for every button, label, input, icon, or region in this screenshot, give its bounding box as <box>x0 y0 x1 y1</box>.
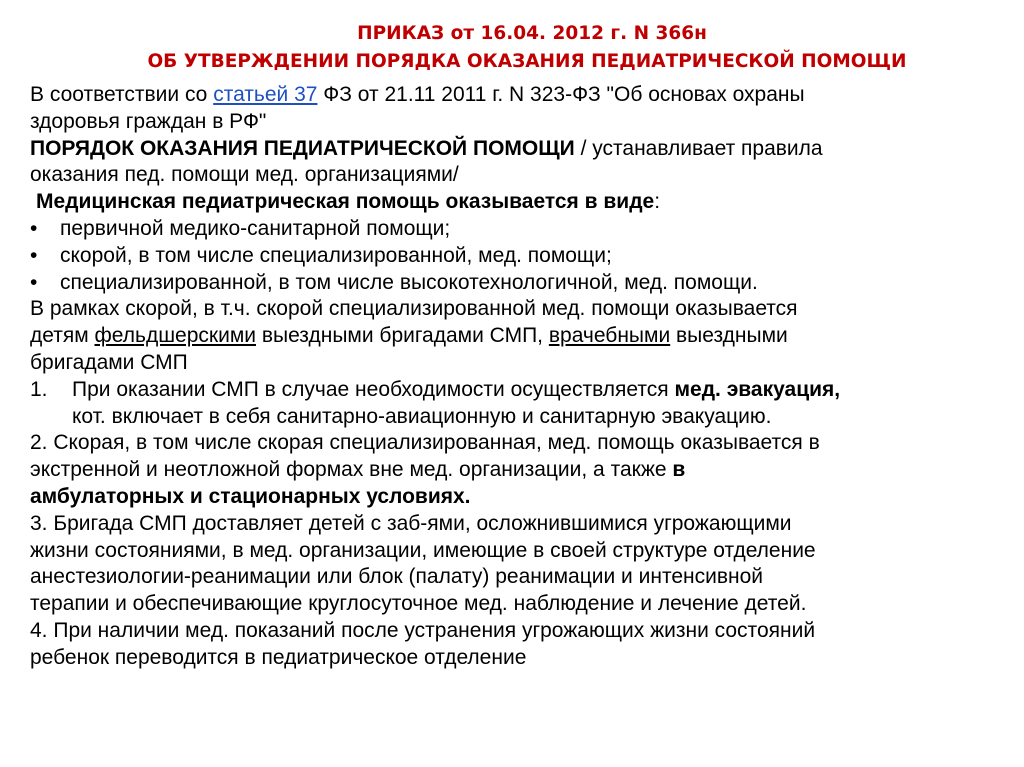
bullet-icon: • <box>30 216 38 240</box>
point-4-line-1: 4. При наличии мед. показаний после устранения угрожающих жизни состояний <box>30 618 816 642</box>
point-3-line-1: 3. Бригада СМП доставляет детей с заб-ями, осложнившимися угрожающими <box>30 511 792 535</box>
point-1-line-2: кот. включает в себя санитарно-авиационную и санитарную эвакуацию. <box>72 404 772 428</box>
point-4-line-2: ребенок переводится в педиатрическое отделение <box>30 645 527 669</box>
point-2-line-1: 2. Скорая, в том числе скорая специализированная, мед. помощь оказывается в <box>30 431 820 455</box>
emergency-line-1: В рамках скорой, в т.ч. скорой специализированной мед. помощи оказывается <box>30 297 798 321</box>
order-line-2: оказания пед. помощи мед. организациями/ <box>30 163 459 187</box>
types-heading <box>30 189 1010 216</box>
point-3-line-3: анестезиологии-реанимации или блок (палату) реанимации и интенсивной <box>30 565 763 589</box>
types-heading-colon: : <box>654 190 661 214</box>
list-item <box>30 270 1010 297</box>
point-3-line-4: терапии и обеспечивающие круглосуточное мед. наблюдение и лечение детей. <box>30 592 807 616</box>
physician-teams-term: врачебными <box>548 324 671 348</box>
intro-prefix: В соответствии со <box>30 83 214 106</box>
point-2-line-3: амбулаторных и стационарных условиях. <box>30 484 471 508</box>
point-1-bold: мед. эвакуация <box>674 377 835 401</box>
bullet-icon: • <box>30 270 38 294</box>
point-1-comma: , <box>834 377 841 401</box>
order-heading: ПОРЯДОК ОКАЗАНИЯ ПЕДИАТРИЧЕСКОЙ ПОМОЩИ <box>30 136 575 160</box>
point-2-bold-start: в <box>672 458 686 482</box>
title-line-order: ПРИКАЗ от 16.04. 2012 г. N 366н <box>357 23 707 44</box>
list-item-text: первичной медико-санитарной помощи; <box>60 216 451 240</box>
point-1-text: При оказании СМП в случае необходимости осуществляется <box>72 377 675 401</box>
emergency-prefix: детям <box>30 324 95 348</box>
list-item <box>30 243 1010 270</box>
emergency-suffix: выездными <box>670 324 788 348</box>
emergency-line-2 <box>30 323 1010 350</box>
point-2-line-2 <box>30 457 1010 484</box>
slide-body <box>30 82 1010 672</box>
paramedic-teams-term: фельдшерскими <box>94 324 256 348</box>
emergency-line-3: бригадами СМП <box>30 350 188 374</box>
point-2-text: экстренной и неотложной формах вне мед. организации, а также <box>30 458 673 482</box>
list-item-text: специализированной, в том числе высокотехнологичной, мед. помощи. <box>60 270 758 294</box>
title-line-subject: ОБ УТВЕРЖДЕНИИ ПОРЯДКА ОКАЗАНИЯ ПЕДИАТРИЧЕСКОЙ ПОМОЩИ <box>147 51 907 72</box>
bullet-icon: • <box>30 243 38 267</box>
point-1-line-1 <box>30 377 1010 404</box>
intro-suffix: ФЗ от 21.11 2011 г. N 323-ФЗ "Об основах охраны <box>317 83 805 106</box>
emergency-mid: выездными бригадами СМП, <box>256 324 549 348</box>
order-line-1 <box>30 136 1010 163</box>
point-1-number: 1. <box>30 377 48 401</box>
article-37-link[interactable]: статьей 37 <box>213 83 318 106</box>
types-heading-bold: Медицинская педиатрическая помощь оказывается в виде <box>36 190 655 214</box>
intro-line-2: здоровья граждан в РФ" <box>30 109 267 133</box>
slide-title <box>0 20 1024 76</box>
intro-line-1 <box>30 82 1010 109</box>
list-item <box>30 216 1010 243</box>
order-rest: / устанавливает правила <box>574 136 823 160</box>
list-item-text: скорой, в том числе специализированной, мед. помощи; <box>60 243 612 267</box>
point-3-line-2: жизни состояниями, в мед. организации, имеющие в своей структуре отделение <box>30 538 816 562</box>
